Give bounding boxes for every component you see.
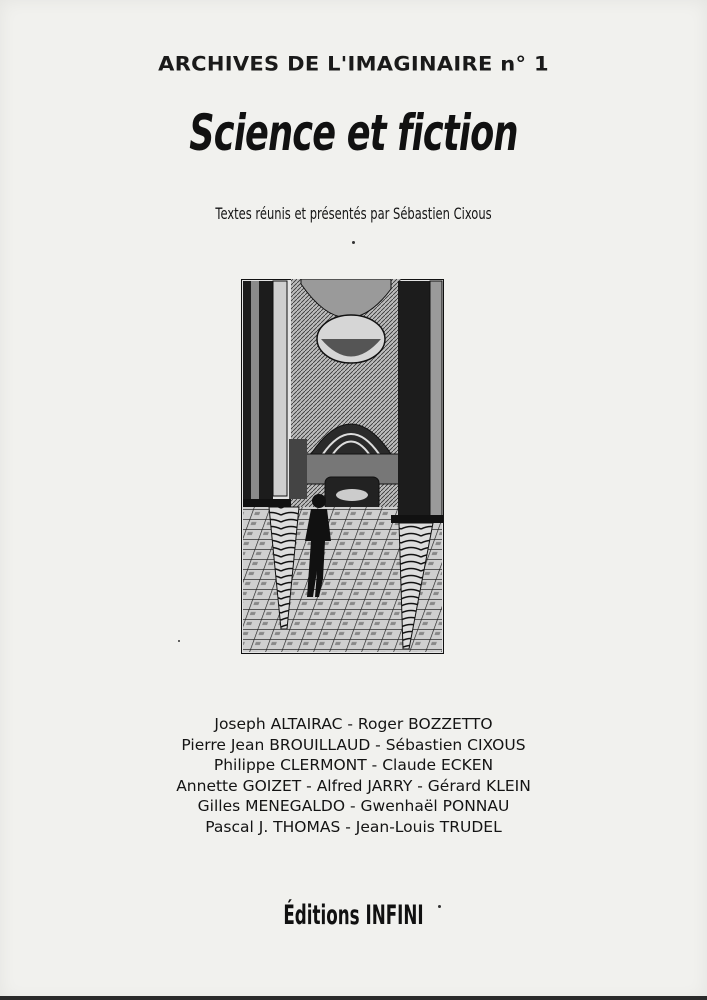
author-list bbox=[0, 714, 707, 838]
author-line: Pascal J. THOMAS - Jean-Louis TRUDEL bbox=[205, 817, 502, 836]
publisher-name: Éditions INFINI bbox=[283, 900, 424, 931]
cover-illustration bbox=[241, 279, 444, 654]
ink-speck bbox=[178, 640, 180, 642]
author-line: Gilles MENEGALDO - Gwenhaël PONNAU bbox=[197, 797, 510, 816]
author-line: Annette GOIZET - Alfred JARRY - Gérard KLEIN bbox=[176, 776, 531, 795]
book-title: Science et fiction bbox=[189, 104, 518, 162]
editor-credit: Textes réunis et présentés par Sébastien Cixous bbox=[215, 204, 492, 223]
series-title: ARCHIVES DE L'IMAGINAIRE n° 1 bbox=[158, 52, 549, 76]
page-edge bbox=[0, 996, 707, 1000]
ink-speck bbox=[352, 241, 355, 244]
ink-speck bbox=[438, 905, 441, 908]
author-line: Pierre Jean BROUILLAUD - Sébastien CIXOUS bbox=[181, 735, 526, 754]
author-line: Joseph ALTAIRAC - Roger BOZZETTO bbox=[214, 715, 493, 733]
author-line: Philippe CLERMONT - Claude ECKEN bbox=[213, 756, 494, 775]
